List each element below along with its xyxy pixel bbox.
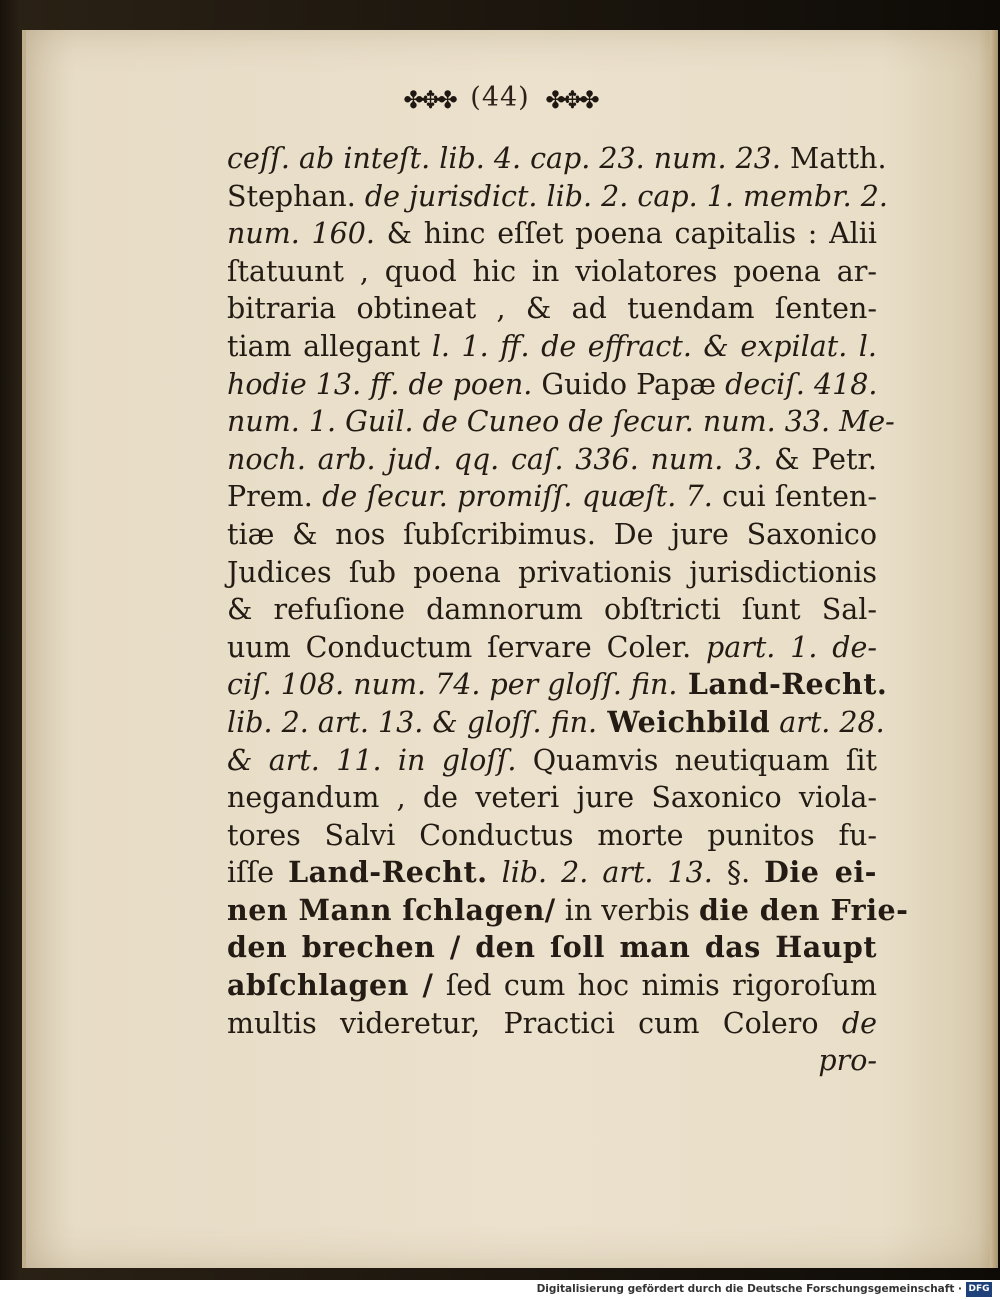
- italic-segment: noch. arb. jud. qq. caſ. 336. num. 3.: [227, 442, 763, 476]
- text-line: [227, 967, 877, 1005]
- text-segment: negandum , de veteri jure Saxonico viola-: [227, 781, 877, 815]
- fraktur-segment: nen Mann ſchlagen/: [227, 892, 556, 927]
- fraktur-segment: Land-Recht.: [288, 855, 488, 890]
- text-line: [227, 704, 885, 742]
- text-segment: Prem.: [227, 480, 323, 514]
- text-line: [227, 742, 877, 780]
- text-line: [227, 1005, 877, 1043]
- text-segment: ſtatuunt , quod hic in violatores poena ar-: [227, 254, 877, 288]
- text-line: [227, 817, 877, 855]
- italic-segment: de: [841, 1006, 877, 1040]
- page-edge: [990, 30, 998, 1268]
- italic-segment: ciſ. 108. num. 74. per gloſſ. fin.: [227, 668, 678, 702]
- ornament-left-icon: ✤✥✤: [403, 86, 455, 114]
- text-segment: multis videretur, Practici cum Colero: [227, 1006, 842, 1040]
- text-segment: tores Salvi Conductus morte punitos fu-: [227, 818, 877, 852]
- text-segment: uum Conductum ſervare Coler.: [227, 630, 706, 664]
- text-line: [227, 591, 877, 629]
- italic-segment: de jurisdict. lib. 2. cap. 1. membr. 2.: [364, 179, 888, 213]
- text-line: [227, 516, 877, 554]
- text-line: [227, 178, 888, 216]
- italic-segment: lib. 2. art. 13.: [487, 856, 713, 890]
- text-line: [227, 366, 877, 404]
- text-segment: in verbis: [555, 893, 699, 927]
- text-segment: & Petr.: [762, 442, 877, 476]
- text-segment: bitraria obtineat , & ad tuendam ſenten-: [227, 292, 877, 326]
- text-segment: Stephan.: [227, 179, 365, 213]
- text-line: [227, 854, 877, 892]
- fraktur-segment: Land-Recht.: [677, 667, 888, 702]
- text-segment: Matth.: [780, 142, 887, 175]
- text-line: [227, 403, 895, 441]
- text-line: [227, 554, 877, 592]
- text-line: [227, 629, 877, 667]
- text-segment: Judices ſub poena privationis jurisdictionis: [227, 555, 877, 589]
- italic-segment: deciſ. 418.: [725, 367, 878, 401]
- text-segment: Quamvis neutiquam ſit: [516, 743, 877, 777]
- page-header: [0, 82, 1000, 114]
- italic-segment: hodie 13. ff. de poen.: [227, 367, 533, 401]
- text-segment: & hinc eſſet poena capitalis : Alii: [374, 217, 878, 251]
- italic-segment: part. 1. de-: [705, 630, 877, 664]
- text-segment: cui ſenten-: [712, 480, 877, 514]
- text-line: [227, 779, 877, 817]
- page-number: (44): [470, 82, 530, 113]
- text-line: [227, 1042, 877, 1080]
- italic-segment: l. 1. ff. de effract. & expilat. l.: [431, 329, 877, 363]
- text-segment: Guido Papæ: [532, 367, 726, 401]
- text-line: [227, 478, 877, 516]
- text-line: [227, 215, 877, 253]
- italic-segment: pro-: [818, 1044, 877, 1078]
- body-text: [227, 140, 909, 1080]
- text-segment: ſed cum hoc nimis rigoroſum: [433, 969, 877, 1003]
- italic-segment: & art. 11. in gloſſ.: [227, 743, 517, 777]
- text-line: [227, 929, 877, 967]
- fraktur-segment: den brechen / den ſoll man das Haupt: [227, 930, 877, 965]
- text-segment: §.: [712, 856, 765, 890]
- text-line: [227, 328, 877, 366]
- text-line: [227, 140, 887, 178]
- italic-segment: lib. 2. art. 13. & gloſſ. fin.: [227, 705, 597, 739]
- text-segment: iſſe: [227, 856, 289, 890]
- fraktur-segment: abſchlagen /: [227, 968, 434, 1003]
- text-segment: & refuſione damnorum obſtricti ſunt Sal-: [227, 593, 877, 627]
- italic-segment: art. 28.: [770, 705, 885, 739]
- text-line: [227, 892, 909, 930]
- text-line: [227, 441, 877, 479]
- fraktur-segment: die den Frie-: [698, 892, 909, 927]
- italic-segment: num. 160.: [227, 217, 375, 251]
- italic-segment: num. 1. Guil. de Cuneo de ſecur. num. 33. Me-: [227, 405, 895, 439]
- italic-segment: de ſecur. promiſſ. quæſt. 7.: [322, 480, 713, 514]
- text-line: [227, 666, 888, 704]
- text-segment: tiam allegant: [227, 329, 432, 363]
- dfg-logo: DFG: [966, 1282, 992, 1297]
- text-segment: tiæ & nos ſubſcribimus. De jure Saxonico: [227, 517, 877, 551]
- footer-credit: Digitalisierung gefördert durch die Deutsche Forschungsgemeinschaft ·: [536, 1283, 962, 1295]
- fraktur-segment: Weichbild: [597, 704, 771, 739]
- footer-bar: [0, 1280, 1000, 1300]
- fraktur-segment: Die ei-: [764, 855, 877, 890]
- text-line: [227, 253, 877, 291]
- italic-segment: ceſſ. ab inteſt. lib. 4. cap. 23. num. 23.: [227, 142, 781, 175]
- text-line: [227, 290, 877, 328]
- ornament-right-icon: ✤✥✤: [545, 86, 597, 114]
